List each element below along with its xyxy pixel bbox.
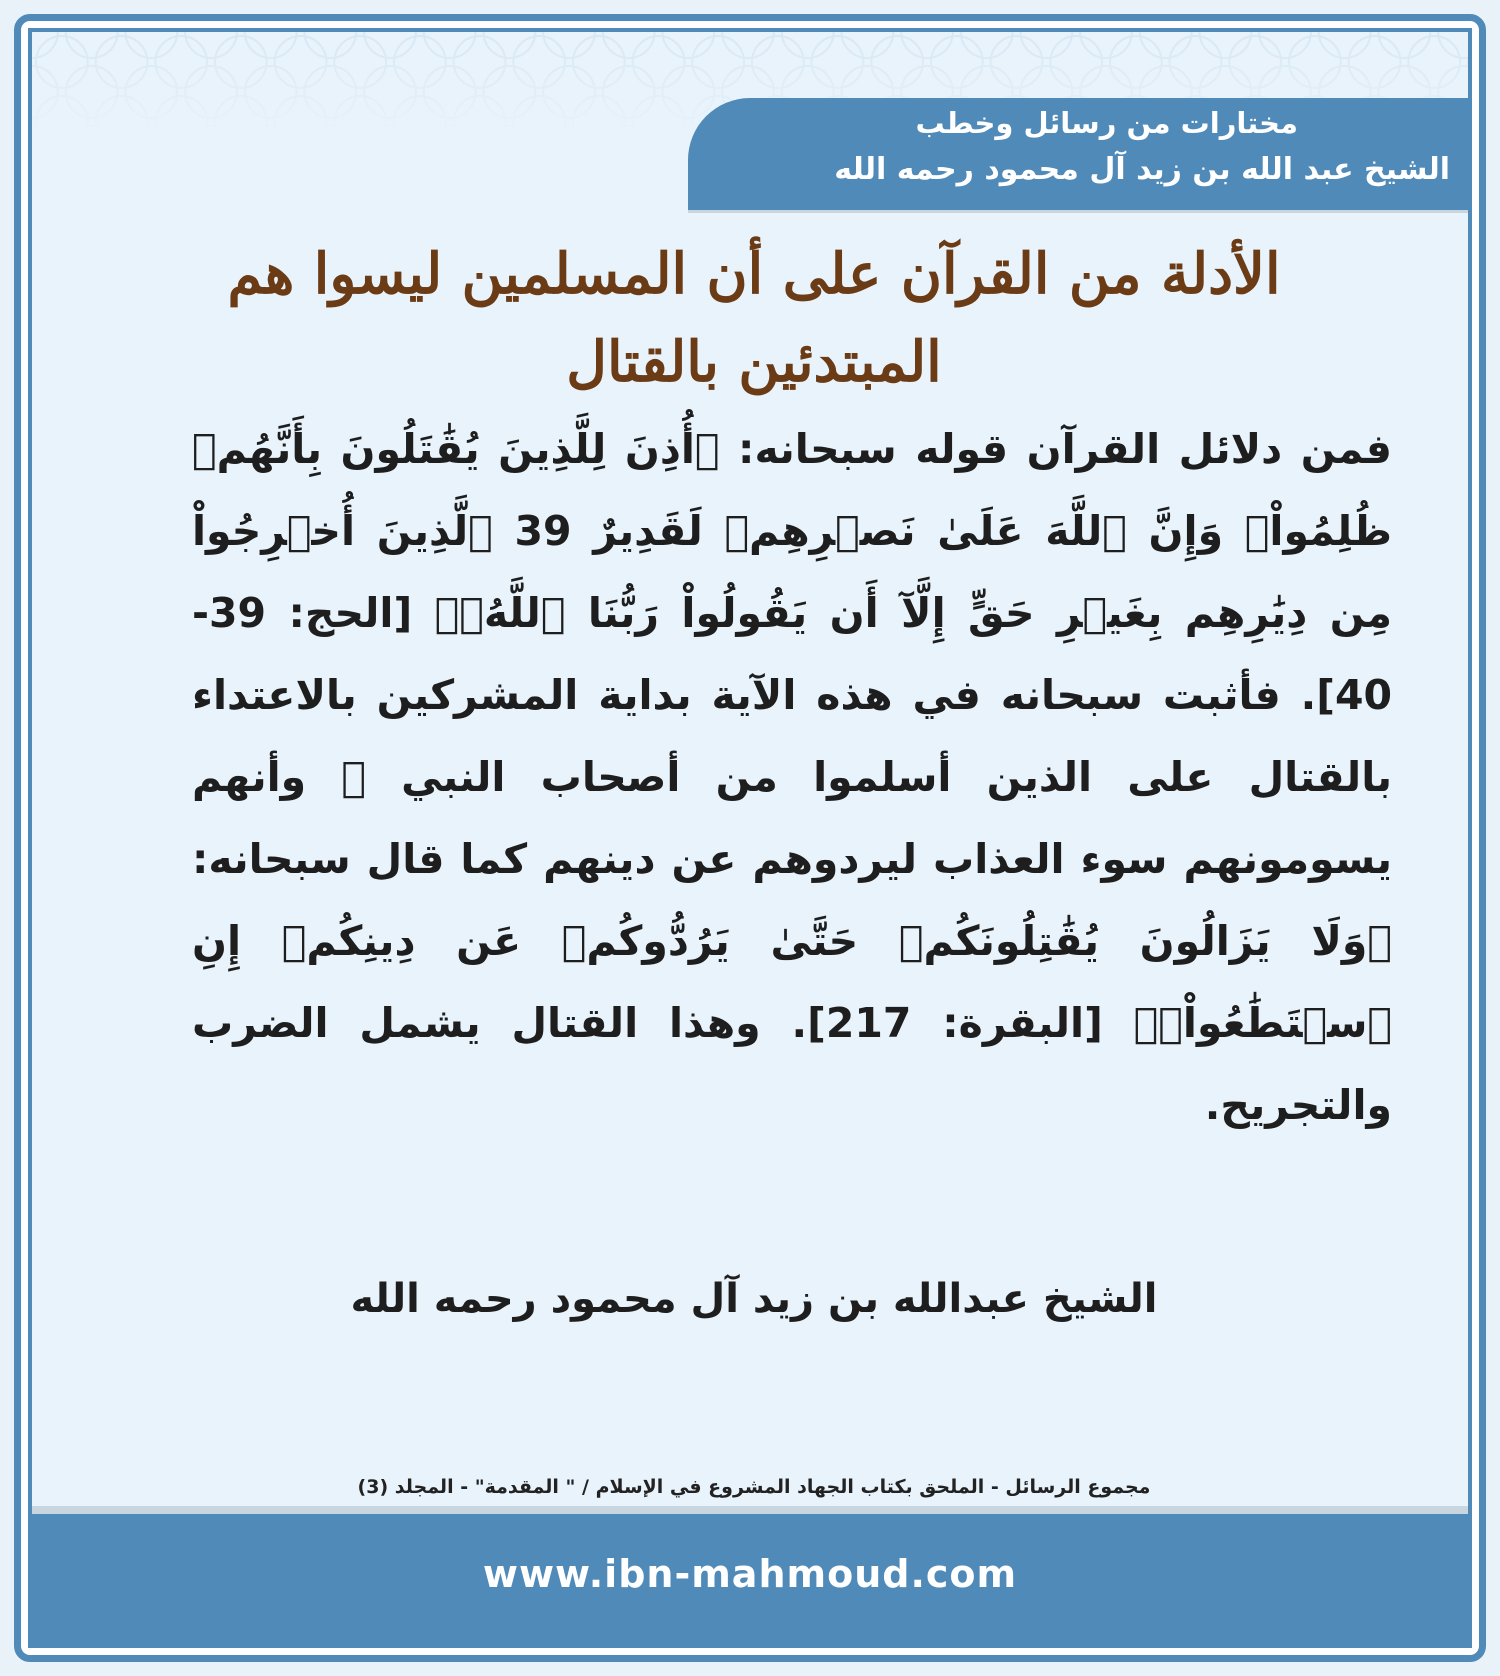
footer-banner <box>32 1506 1468 1644</box>
body-paragraph: فمن دلائل القرآن قوله سبحانه: ﴿أُذِنَ لِلَّذِينَ يُقَٰتَلُونَ بِأَنَّهُمۡ ظُلِمُواْۚ وَإِنَّ ٱللَّهَ عَلَىٰ نَصۡرِهِمۡ لَقَدِيرٌ 39 ٱلَّذِينَ أُخۡرِجُواْ مِن دِيَٰرِهِم بِغَيۡرِ حَقٍّ إِلَّآ أَن يَقُولُواْ رَبُّنَا ٱللَّهُۗ﴾ [الحج: 39-40]. فأثبت سبحانه في هذه الآية بداية المشركين بالاعتداء بالقتال على الذين أسلموا من أصحاب النبي ﷺ وأنهم يسومونهم سوء العذاب ليردوهم عن دينهم كما قال سبحانه: ﴿وَلَا يَزَالُونَ يُقَٰتِلُونَكُمۡ حَتَّىٰ يَرُدُّوكُمۡ عَن دِينِكُمۡ إِنِ ٱسۡتَطَٰعُواْۚ﴾ [البقرة: 217]. وهذا القتال يشمل الضرب والتجريح. <box>192 425 1392 1129</box>
website-link[interactable]: www.ibn-mahmoud.com <box>482 1552 1018 1596</box>
page-card <box>28 28 1472 1648</box>
page-title: الأدلة من القرآن على أن المسلمين ليسوا هم المبتدئين بالقتال <box>227 241 1281 395</box>
header-banner <box>688 98 1468 210</box>
source-reference: مجموع الرسائل - الملحق بكتاب الجهاد المشروع في الإسلام / " المقدمة" - المجلد (3) <box>357 1476 1151 1498</box>
header-series-title: مختارات من رسائل وخطب <box>915 106 1298 140</box>
header-author-name: الشيخ عبد الله بن زيد آل محمود رحمه الله <box>834 152 1450 187</box>
author-signature: الشيخ عبدالله بن زيد آل محمود رحمه الله <box>350 1276 1158 1322</box>
